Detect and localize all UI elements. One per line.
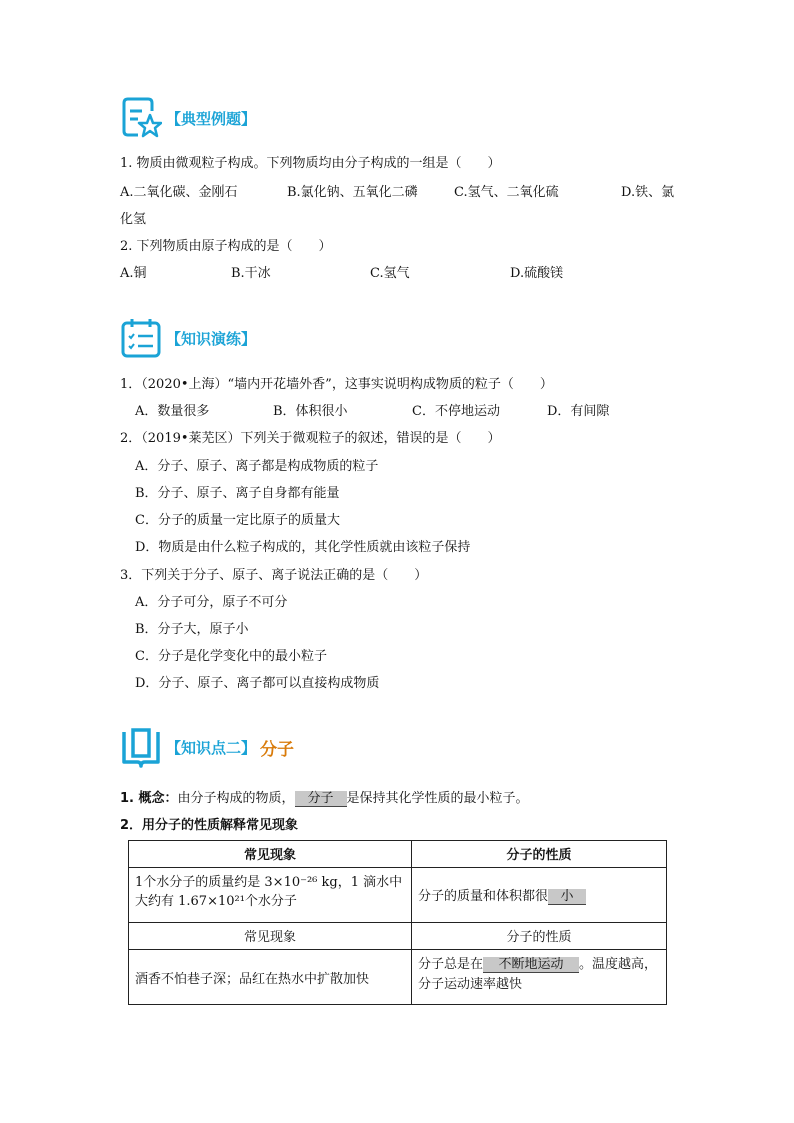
cell-text: 分子总是在 <box>418 957 484 972</box>
option-d: D．物质是由什么粒子构成的，其化学性质就由该粒子保持 <box>135 540 471 555</box>
section-header-knowledge-point <box>120 725 294 769</box>
option-d: D．分子、原子、离子都可以直接构成物质 <box>135 676 380 691</box>
question-stem: 2．（2019•莱芜区）下列关于微观粒子的叙述，错误的是（ ） <box>120 431 501 446</box>
section-title: 【知识点二】 <box>166 738 257 757</box>
question-stem: 3．下列关于分子、原子、离子说法正确的是（ ） <box>120 568 428 583</box>
cell-line: 1个水分子的质量约是 3×10⁻²⁶ kg，1 滴水中 <box>135 875 403 890</box>
table-cell: 常见现象 <box>129 923 412 950</box>
table-cell <box>129 868 412 923</box>
option-c: C.氢气、二氧化硫 <box>454 185 559 200</box>
option-c: C.氢气 <box>370 266 410 281</box>
section-subtitle: 分子 <box>260 739 295 760</box>
option-c: C．分子是化学变化中的最小粒子 <box>135 649 327 664</box>
option-c: C．不停地运动 <box>412 404 500 419</box>
option-a: A.铜 <box>120 266 147 281</box>
option-a: A．分子、原子、离子都是构成物质的粒子 <box>135 459 379 474</box>
option-b: B.氯化钠、五氧化二磷 <box>287 185 418 200</box>
table-header: 常见现象 <box>129 841 412 868</box>
molecule-properties-table <box>128 840 667 1005</box>
fill-blank-answer: 小 <box>548 889 586 905</box>
option-a: A.二氧化碳、金刚石 <box>120 185 238 200</box>
table-cell <box>412 950 667 1005</box>
option-b: B．分子大，原子小 <box>135 622 249 637</box>
table-row <box>129 923 667 950</box>
concept-text-pre: 由分子构成的物质， <box>177 791 295 806</box>
cell-text: 。温度越高， <box>579 957 658 972</box>
cell-line <box>418 953 660 973</box>
section-title: 【典型例题】 <box>166 109 257 128</box>
table-header: 分子的性质 <box>412 841 667 868</box>
item-heading: 2．用分子的性质解释常见现象 <box>120 818 299 833</box>
option-c: C．分子的质量一定比原子的质量大 <box>135 513 340 528</box>
option-a: A．分子可分，原子不可分 <box>135 595 288 610</box>
option-d-continued: 化氢 <box>120 212 147 227</box>
concept-label: 1. 概念： <box>120 791 178 806</box>
option-d: D.硫酸镁 <box>510 266 564 281</box>
table-cell: 酒香不怕巷子深；品红在热水中扩散加快 <box>129 950 412 1005</box>
cell-line: 分子运动速率越快 <box>418 977 523 992</box>
option-b: B．分子、原子、离子自身都有能量 <box>135 486 340 501</box>
option-d: D.铁、氯 <box>621 185 675 200</box>
fill-blank-answer: 不断地运动 <box>483 957 579 973</box>
table-row <box>129 950 667 1005</box>
cell-line: 大约有 1.67×10²¹个水分子 <box>135 894 297 909</box>
table-cell: 分子的性质 <box>412 923 667 950</box>
section-title: 【知识演练】 <box>166 329 257 348</box>
section-header-practice <box>120 316 256 360</box>
table-cell <box>412 868 667 923</box>
table-row <box>129 868 667 923</box>
concept-text-post: 是保持其化学性质的最小粒子。 <box>346 791 529 806</box>
question-stem: 1. 物质由微观粒子构成。下列物质均由分子构成的一组是（ ） <box>120 156 501 171</box>
concept-line <box>120 787 529 807</box>
open-book-icon <box>120 726 162 768</box>
fill-blank-answer: 分子 <box>295 791 347 807</box>
cell-text: 分子的质量和体积都很 <box>418 889 549 904</box>
document-star-icon <box>120 97 162 139</box>
question-stem: 1．（2020•上海）“墙内开花墙外香”，这事实说明构成物质的粒子（ ） <box>120 377 553 392</box>
option-b: B.干冰 <box>231 266 271 281</box>
option-a: A．数量很多 <box>135 404 210 419</box>
calendar-checklist-icon <box>120 317 162 359</box>
option-b: B．体积很小 <box>273 404 348 419</box>
option-d: D．有间隙 <box>547 404 610 419</box>
section-header-examples <box>120 96 256 140</box>
question-stem: 2. 下列物质由原子构成的是（ ） <box>120 239 332 254</box>
